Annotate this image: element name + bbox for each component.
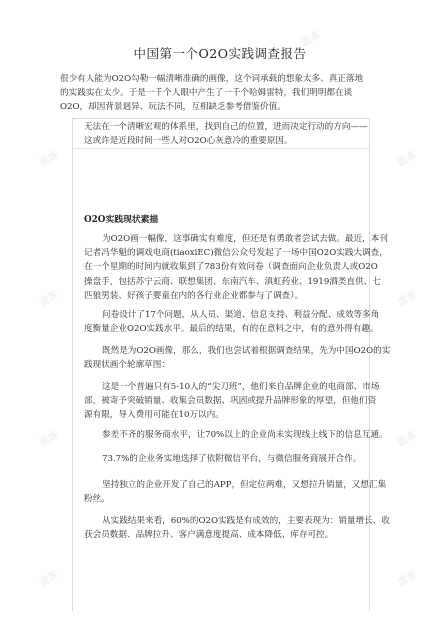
document-title: 中国第一个O2O实践调查报告 xyxy=(133,46,307,61)
watermark-text: 道客 xyxy=(37,289,61,309)
text-line: 践现状画个轮廓草图： xyxy=(84,360,170,371)
watermark-text: 道客 xyxy=(37,569,61,589)
text-line: O2O，却因背景迥异、玩法不同，互相缺乏参考借鉴价值。 xyxy=(60,102,286,113)
body-paragraph xyxy=(84,452,361,466)
text-line: 既然是为O2O画像，那么，我们也尝试着根据调查结果，先为中国O2O的实 xyxy=(102,346,391,356)
watermark-text: 道客 xyxy=(299,29,323,49)
text-line: 部，被寄予突破销量、收集会员数据、巩固或提升品牌形象的厚望，但他们资 xyxy=(84,396,377,407)
text-line: 为O2O画一幅像，这事确实有难度，但还是有勇敢者尝试去做。最近，本刊 xyxy=(102,234,388,244)
text-line: 无法在一个清晰宏观的体系里，找到自己的位置，进而决定行动的方向—— xyxy=(84,122,368,132)
body-paragraph xyxy=(84,232,388,303)
watermark-text: 道客 xyxy=(37,149,61,169)
text-line: 粉丝。 xyxy=(84,494,110,505)
intro-paragraph xyxy=(60,72,390,115)
body-paragraph xyxy=(84,308,379,336)
section-heading: O2O实践现状素描 xyxy=(84,215,159,225)
text-line: 操盘手，包括苏宁云商、联想集团、东南汽车、滇虹药业、1919酒类直供、七 xyxy=(84,276,381,287)
text-line: 很少有人能为O2O勾勒一幅清晰准确的画像，这个词承载的想象太多、真正落地 xyxy=(60,74,364,84)
text-line: 匹狼男装、好孩子婴童在内的各行业企业都参与了调查）。 xyxy=(84,290,304,301)
watermark-text: 道客 xyxy=(395,429,419,449)
text-line: 在一个星期的时间内就收集到了783份有效问卷（调查面向企业负责人或O2O xyxy=(84,262,378,273)
text-line: 源有限，导入费用可能在10万以内。 xyxy=(84,410,224,421)
watermark-text: 道客 xyxy=(395,569,419,589)
watermark-text: 道客 xyxy=(395,149,419,169)
watermark-text: 道客 xyxy=(37,429,61,449)
text-line: 的实践实在太少。于是一千个人眼中产生了一千个哈姆雷特，我们明明都在谈 xyxy=(60,88,353,99)
watermark-text: 道客 xyxy=(395,289,419,309)
text-line: 从实践结果来看，60%的O2O实践是有成效的，主要表现为：销量增长、收 xyxy=(102,516,390,526)
text-line: 这是一个普遍只有5-10人的“尖刀班”，他们来自品牌企业的电商部、市场 xyxy=(102,382,380,392)
boxed-intro-paragraph xyxy=(84,120,366,148)
text-line: 这或许是近段时间一些人对O2O心灰意冷的重要原因。 xyxy=(84,136,293,147)
body-paragraph xyxy=(84,344,390,372)
text-line: 参差不齐的服务商水平，让70%以上的企业尚未实现线上线下的信息互通。 xyxy=(102,430,388,440)
body-paragraph xyxy=(84,380,379,423)
text-line: 坚持独立的企业开发了自己的APP，但定位两难，又想拉升销量，又想汇集 xyxy=(102,480,387,490)
text-line: 问卷设计了17个问题，从人员、渠道、信息支持、利益分配、成效等多角 xyxy=(102,310,380,320)
text-line: 获会员数据、品牌拉升、客户满意度提高、成本降低、库存可控。 xyxy=(84,530,334,541)
text-line: 73.7%的企业务实地选择了依附微信平台，与微信服务商展开合作。 xyxy=(102,454,362,464)
body-paragraph xyxy=(84,478,386,506)
text-line: 度衡量企业O2O实践水平。最后的结果，有的在意料之中，有的意外得有趣。 xyxy=(84,324,379,335)
body-paragraph xyxy=(84,428,388,442)
text-line: 记者冯华魁的调戏电商(tiaoxiEC)微信公众号发起了一场中国O2O实践大调查， xyxy=(84,248,388,259)
body-paragraph xyxy=(84,514,390,542)
